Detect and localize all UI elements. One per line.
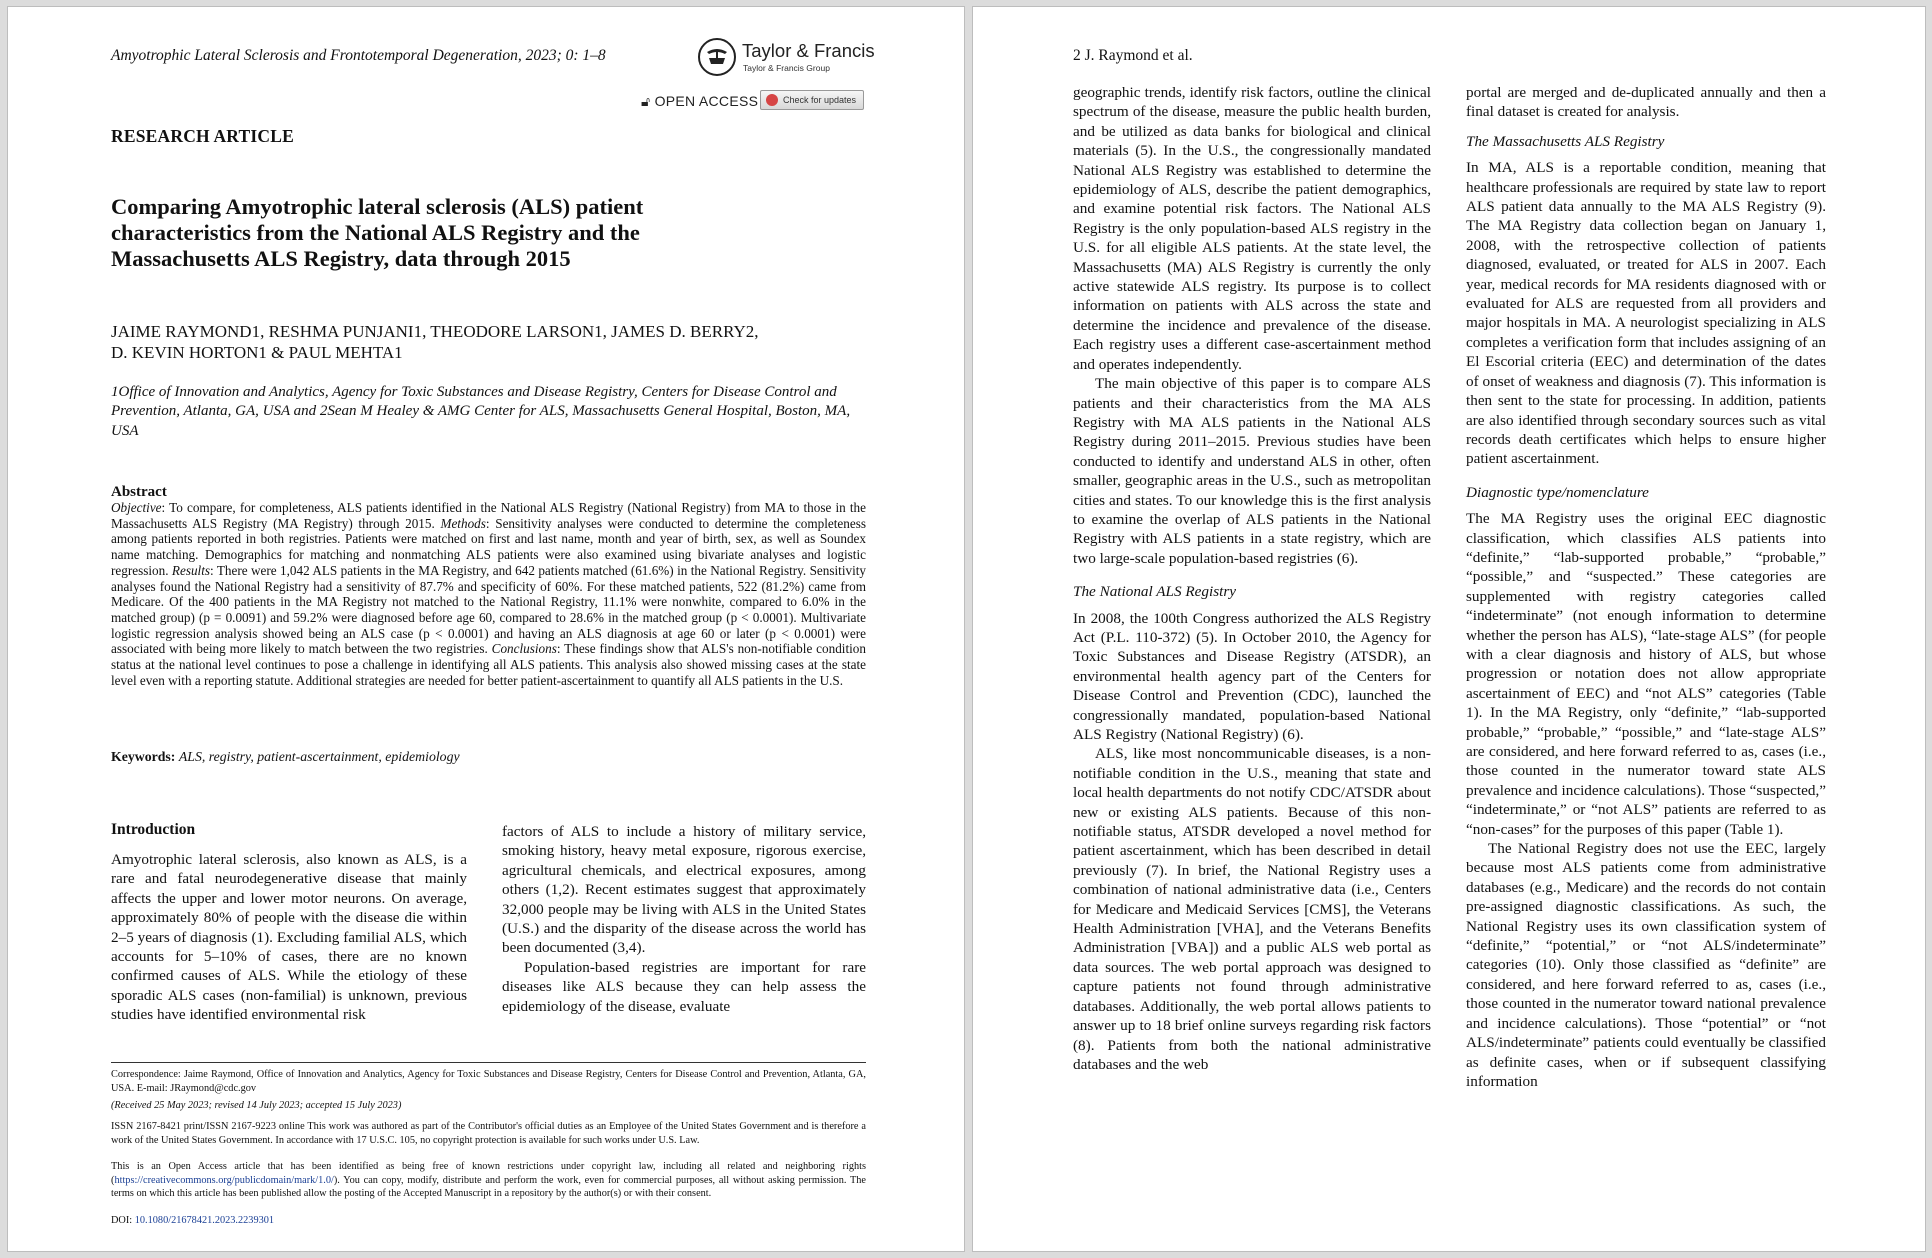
received-dates: (Received 25 May 2023; revised 14 July 2023; accepted 15 July 2023) xyxy=(111,1100,402,1111)
open-access-label: OPEN ACCESS xyxy=(654,93,759,109)
abstract-conclusions-label: Conclusions xyxy=(491,641,557,657)
journal-citation: Amyotrophic Lateral Sclerosis and Frontotemporal Degeneration, 2023; 0: 1–8 xyxy=(111,47,606,64)
publisher-name: Taylor & Francis xyxy=(742,40,875,61)
abstract-methods-label: Methods xyxy=(440,515,486,531)
publisher-logo[interactable] xyxy=(698,38,875,82)
affiliations: 1Office of Innovation and Analytics, Agency for Toxic Substances and Disease Registry, Centers for Disease Control and Prevention, Atlanta, GA, USA and 2Sean M Healey & AMG Center for ALS, Massachusetts General Hospital, Boston, MA, USA xyxy=(111,384,851,439)
license-link[interactable]: https://creativecommons.org/publicdomain/mark/1.0/ xyxy=(114,1174,334,1186)
keywords-label: Keywords: xyxy=(111,749,176,764)
abstract-conclusions: : These findings show that ALS's non-notifiable condition status at the national level continues to pose a challenge in identifying all ALS patients. This analysis also showed missing cases at the state level even with a reporting statute. Additional strategies are needed for better patient-ascertainment to quantify all ALS patients in the U.S. xyxy=(111,641,866,688)
page-1 xyxy=(7,6,965,1252)
license-note xyxy=(111,1160,866,1201)
correspondence-note: Correspondence: Jaime Raymond, Office of Innovation and Analytics, Agency for Toxic Substances and Disease Registry, Centers for Disease Control and Prevention, Atlanta, GA, USA. E-mail: JRaymond@cdc.gov xyxy=(111,1069,866,1094)
abstract-body xyxy=(111,500,866,688)
publisher-subname: Taylor & Francis Group xyxy=(743,63,830,73)
check-for-updates-button[interactable] xyxy=(760,90,864,110)
p2-paragraph-3: In 2008, the 100th Congress authorized the ALS Registry Act (P.L. 110-372) (5). In October 2010, the Agency for Toxic Substances and Disease Registry (ATSDR), an environmental health agency part of the Centers for Disease Control and Prevention (CDC), launched the congressionally mandated, population-based National ALS Registry (National Registry) (6). xyxy=(1073,609,1431,743)
p2-paragraph-4: ALS, like most noncommunicable diseases, is a non-notifiable condition in the U.S., meaning that state and local health departments do not notify CDC/ATSDR about new or existing ALS patients. Because of this non-notifiable status, ATSDR developed a novel method for patient ascertainment, which has been described in detail previously (7). In brief, the National Registry uses a combination of national administrative data (i.e., Centers for Medicare and Medicaid Services [CMS], the Veterans Health Administration [VHA], and the Veterans Benefits Administration [VBA]) and a public ALS web portal as data sources. The web portal approach was designed to capture patients not found through administrative databases. Additionally, the web portal allows patients to answer up to 18 brief online surveys regarding risk factors (8). Patients from both the national administrative databases and the web xyxy=(1073,745,1431,1073)
abstract-heading: Abstract xyxy=(111,484,167,500)
doi-note xyxy=(111,1214,866,1228)
p2-paragraph-1: geographic trends, identify risk factors, outline the clinical spectrum of the disease, measure the public health burden, and be utilized as data banks for biological and clinical materials (5). In the U.S., the congressionally mandated National ALS Registry was established to determine the epidemiology of ALS, describe the patient demographics, and examine potential risk factors. The National ALS Registry is the only population-based ALS registry in the U.S. for all eligible ALS patients. At the state level, the Massachusetts (MA) ALS Registry is currently the only active statewide ALS registry. Its purpose is to collect information on patients with ALS across the state and determine the incidence and prevalence of the disease. Each registry uses a different case-ascertainment method and operates independently. xyxy=(1073,84,1431,373)
intro-paragraph-2: factors of ALS to include a history of military service, smoking history, heavy metal exposure, rigorous exercise, agricultural chemicals, and electrical exposures, among others (1,2). Recent estimates suggest that approximately 32,000 people may be living with ALS in the United States (U.S.) and the disparity of the disease across the world has been documented (3,4). xyxy=(502,823,866,957)
section-heading-ma-registry: The Massachusetts ALS Registry xyxy=(1466,132,1665,150)
article-title: Comparing Amyotrophic lateral sclerosis (ALS) patient characteristics from the National ALS Registry and the Massachusetts ALS Registry, data through 2015 xyxy=(111,194,644,271)
abstract-objective-label: Objective xyxy=(111,500,162,515)
issn-note: ISSN 2167-8421 print/ISSN 2167-9223 online This work was authored as part of the Contributor's official duties as an Employee of the United States Government and is therefore a work of the United States Government. In accordance with 17 U.S.C. 105, no copyright protection is available for such works under U.S. Law. xyxy=(111,1121,866,1146)
check-for-updates-label: Check for updates xyxy=(783,95,857,105)
intro-paragraph-1: Amyotrophic lateral sclerosis, also known as ALS, is a rare and fatal neurodegenerative disease that mainly affects the upper and lower motor neurons. On average, approximately 80% of people with the disease die within 2–5 years of diagnosis (1). Excluding familial ALS, which accounts for 5–10% of cases, there are no known confirmed causes of ALS. While the etiology of these sporadic ALS cases (non-familial) is unknown, previous studies have identified environmental risk xyxy=(111,851,467,1024)
p2-paragraph-8: The National Registry does not use the EEC, largely because most ALS patients come from administrative databases (e.g., Medicare) and the records do not contain pre-assigned diagnostic classifications. As such, the National Registry uses its own classification system of “definite,” “potential,” or “not ALS/indeterminate” categories (10). Only those classified as “definite” are considered, and here forward referred to as, cases (i.e., those counted in the numerator toward national prevalence and incidence calculations). Those “potential” or “not ALS/indeterminate” patients could eventually be classified as definite cases, when or if subsequent classifying information xyxy=(1466,840,1826,1090)
open-lock-icon: 🔓︎ xyxy=(641,93,651,109)
doi-label: DOI: xyxy=(111,1215,135,1226)
p2-paragraph-2: The main objective of this paper is to compare ALS patients and their characteristics from the MA ALS Registry with MA ALS patients in the National ALS Registry during 2011–2015. Previous studies have been conducted to identify and understand ALS in other, often smaller, geographic areas in the U.S., such as metropolitan cities and states. To our knowledge this is the first analysis to examine the overlap of ALS patients in the National Registry with ALS patients in a state registry, which are two large-scale population-based registries (6). xyxy=(1073,375,1431,567)
section-heading-diagnostic-type: Diagnostic type/nomenclature xyxy=(1466,483,1649,501)
doi-link[interactable]: 10.1080/21678421.2023.2239301 xyxy=(134,1215,275,1226)
article-type: RESEARCH ARTICLE xyxy=(111,126,294,146)
keywords xyxy=(111,749,460,765)
license-text-post: ). You can copy, modify, distribute and perform the work, even for commercial purposes, all without asking permission. The terms on which this article has been published allow the posting of the Accepted Manuscript in a repository by the author(s) or with their consent. xyxy=(111,1174,866,1199)
keywords-list: ALS, registry, patient-ascertainment, epidemiology xyxy=(178,749,460,764)
crossmark-icon xyxy=(766,94,778,106)
intro-column-2 xyxy=(502,822,866,1016)
section-heading-national-registry: The National ALS Registry xyxy=(1073,583,1236,601)
open-access-badge xyxy=(641,93,758,110)
abstract-results: : There were 1,042 ALS patients in the MA Registry, and 642 patients matched (61.6%) in the National Registry. Sensitivity analyses found the National Registry had a sensitivity of 87.7% and specificity of 60%. For these matched patients, 522 (81.2%) came from Medicare. Of the 400 patients in the MA Registry not matched to the National Registry, 11.1% were nonwhite, compared to 6.0% in the matched group) (p = 0.0091) and 59.2% were diagnosed before age 60, compared to 28.6% in the matched group (p < 0.0001). Multivariate logistic regression analysis showed being an ALS case (p < 0.0001) and having an ALS diagnosis at age 60 or later (p < 0.0001) were associated with being more likely to match between the two registries. xyxy=(111,562,866,657)
authors xyxy=(111,322,871,363)
p2-paragraph-6: In MA, ALS is a reportable condition, meaning that healthcare professionals are required by state law to report ALS patient data annually to the MA ALS Registry (9). The MA Registry data collection began on January 1, 2008, with the retrospective collection of patients diagnosed, evaluated, or treated for ALS in 2007. Each year, medical records for MA residents diagnosed with or evaluated for ALS are requested from all providers and major hospitals in MA. A neurologist specializing in ALS completes a verification form that includes assigning of an El Escorial criteria (EEC) and determination of the dates of onset of weakness and diagnosis (7). This information is then sent to the state for processing. In addition, patients are also identified through secondary sources such as vital records death certificates which helps to ensure higher patient ascertainment. xyxy=(1466,159,1826,468)
authors-line-1: JAIME RAYMOND1, RESHMA PUNJANI1, THEODORE LARSON1, JAMES D. BERRY2, xyxy=(111,322,759,341)
tf-logo-icon xyxy=(698,38,736,76)
abstract-objective: : To compare, for completeness, ALS patients identified in the National ALS Registry (National Registry) from MA to those in the Massachusetts ALS Registry (MA Registry) through 2015. xyxy=(111,500,866,531)
introduction-heading: Introduction xyxy=(111,821,196,838)
page2-column-1 xyxy=(1073,83,1431,1074)
page-2 xyxy=(972,6,1926,1252)
license-text-pre: This is an Open Access article that has been identified as being free of known restrictions under copyright law, including all related and neighboring rights ( xyxy=(111,1161,866,1186)
page2-column-2 xyxy=(1466,83,1826,1091)
intro-paragraph-3: Population-based registries are important for rare diseases like ALS because they can help assess the epidemiology of the disease, evaluate xyxy=(502,958,866,1015)
authors-line-2: D. KEVIN HORTON1 & PAUL MEHTA1 xyxy=(111,342,403,362)
footnote-separator xyxy=(111,1062,866,1063)
intro-column-1 xyxy=(111,850,467,1025)
p2-paragraph-7: The MA Registry uses the original EEC diagnostic classification, which classifies ALS patients into “definite,” “lab-supported probable,” “probable,” “possible,” and “suspected.” These categories are supplemented with registry categories called “indeterminate” (not enough information to determine whether the person has ALS), “late-stage ALS” (for people with a clear diagnosis and history of ALS, but whose progression or notation does not allow appropriate ascertainment of EEC) and “not ALS” categories (Table 1). In the MA Registry, only “definite,” “lab-supported probable,” “probable,” “possible,” and “late-stage ALS” are considered, and here forward referred to as, cases (i.e., those counted in the numerator toward state ALS prevalence and incidence calculations). Those “suspected,” “indeterminate,” or “not ALS” patients are referred to as “non-cases” for the purposes of this paper (Table 1). xyxy=(1466,510,1826,838)
running-head: 2 J. Raymond et al. xyxy=(1073,47,1193,64)
p2-paragraph-5: portal are merged and de-duplicated annually and then a final dataset is created for analysis. xyxy=(1466,84,1826,121)
abstract-results-label: Results xyxy=(171,562,211,578)
abstract-methods: : Sensitivity analyses were conducted to determine the completeness among patients reported in both registries. Patients were matched on first and last name, month and year of birth, sex, as well as Soundex name matching. Demographics for matching and nonmatching ALS patients were also examined using bivariate analyses and logistic regression. xyxy=(111,515,866,578)
